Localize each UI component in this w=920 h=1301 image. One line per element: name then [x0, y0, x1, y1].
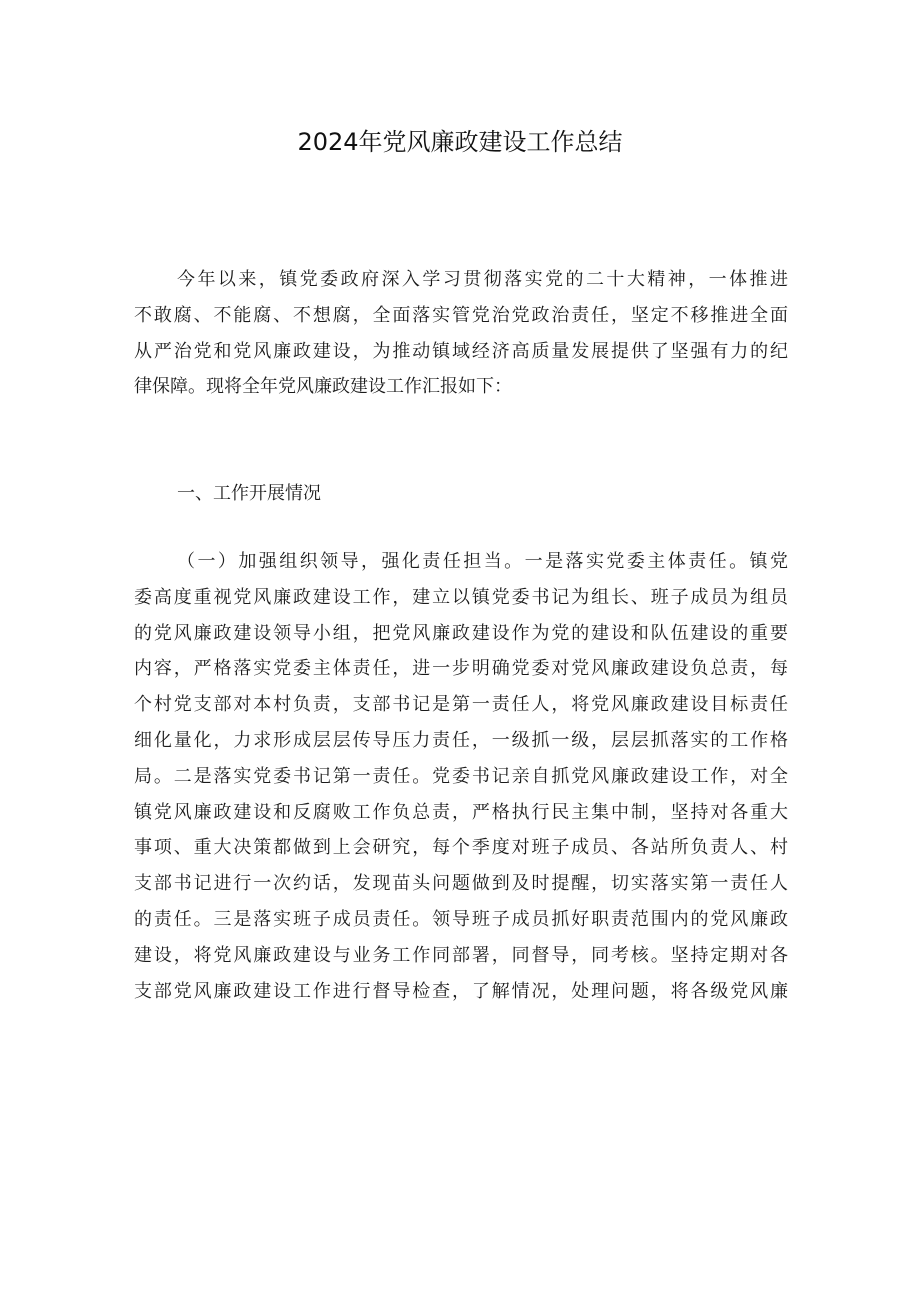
paragraph-line: 个村党支部对本村负责，支部书记是第一责任人，将党风廉政建设目标责任 — [134, 694, 788, 716]
paragraph-line: 细化量化，力求形成层层传导压力责任，一级抓一级，层层抓落实的工作格 — [134, 729, 788, 751]
paragraph-line: 内容，严格落实党委主体责任，进一步明确党委对党风廉政建设负总责，每 — [134, 658, 788, 680]
paragraph-line: 建设，将党风廉政建设与业务工作同部署，同督导，同考核。坚持定期对各 — [134, 944, 788, 966]
paragraph-line: （一）加强组织领导，强化责任担当。一是落实党委主体责任。镇党 — [177, 551, 788, 572]
paragraph-line: 不敢腐、不能腐、不想腐，全面落实管党治党政治责任，坚定不移推进全面 — [134, 304, 788, 326]
paragraph-line: 镇党风廉政建设和反腐败工作负总责，严格执行民主集中制，坚持对各重大 — [134, 801, 788, 823]
paragraph-line: 的责任。三是落实班子成员责任。领导班子成员抓好职责范围内的党风廉政 — [134, 908, 788, 930]
paragraph-line: 局。二是落实党委书记第一责任。党委书记亲自抓党风廉政建设工作，对全 — [134, 765, 788, 787]
section-heading: 一、工作开展情况 — [177, 483, 321, 504]
paragraph-line: 从严治党和党风廉政建设，为推动镇域经济高质量发展提供了坚强有力的纪 — [134, 340, 788, 362]
paragraph-line: 律保障。现将全年党风廉政建设工作汇报如下： — [134, 376, 512, 398]
paragraph-line: 的党风廉政建设领导小组，把党风廉政建设作为党的建设和队伍建设的重要 — [134, 622, 788, 644]
section-heading-block — [134, 476, 788, 512]
intro-paragraph — [134, 262, 788, 405]
paragraph-1 — [134, 544, 788, 1009]
document-title: 2024年党风廉政建设工作总结 — [297, 128, 623, 156]
paragraph-line: 委高度重视党风廉政建设工作，建立以镇党委书记为组长、班子成员为组员 — [134, 586, 788, 608]
paragraph-line: 事项、重大决策都做到上会研究，每个季度对班子成员、各站所负责人、村 — [134, 837, 788, 859]
paragraph-line: 今年以来，镇党委政府深入学习贯彻落实党的二十大精神，一体推进 — [177, 269, 788, 290]
paragraph-line: 支部书记进行一次约话，发现苗头问题做到及时提醒，切实落实第一责任人 — [134, 873, 788, 895]
paragraph-line: 支部党风廉政建设工作进行督导检查，了解情况，处理问题，将各级党风廉 — [134, 980, 788, 1002]
